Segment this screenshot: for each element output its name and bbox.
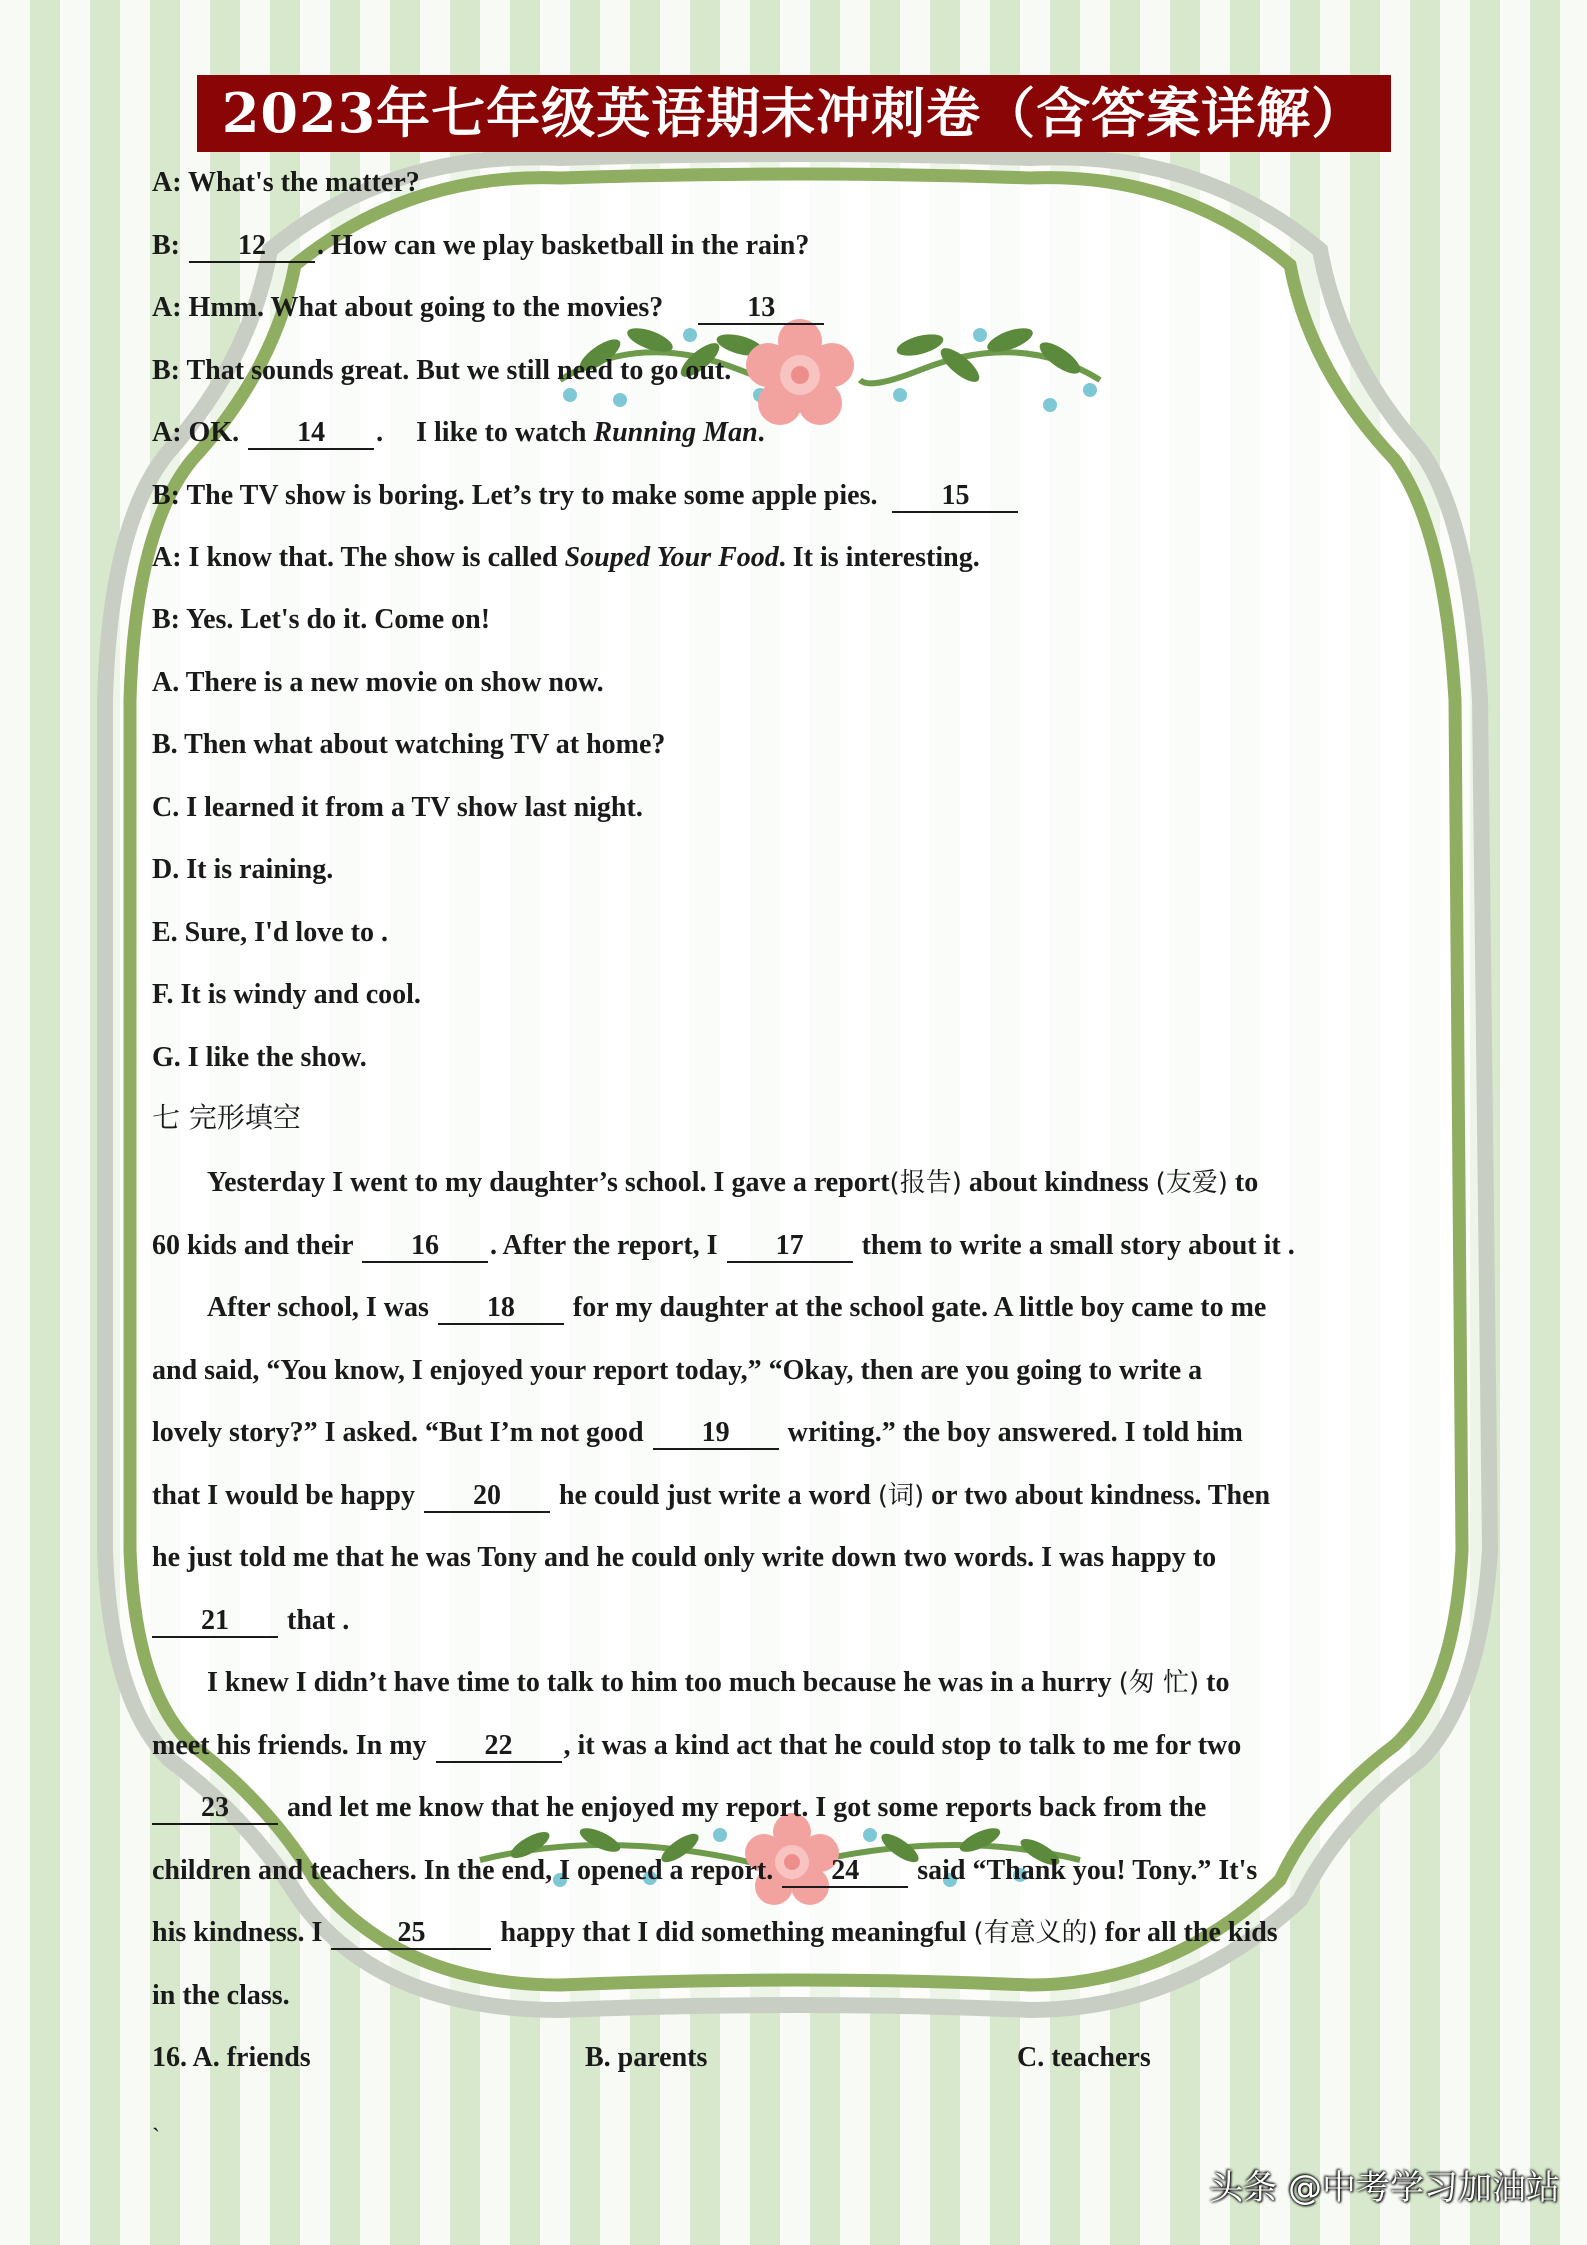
answer-blank-25[interactable]: 25	[331, 1918, 491, 1950]
passage-text: writing.” the boy answered. I told him	[787, 1417, 1243, 1448]
gloss-text: (匆 忙)	[1118, 1668, 1200, 1698]
source-watermark: 头条 @中考学习加油站	[1209, 2168, 1560, 2208]
dialogue-text: That sounds great. But we still need to go out.	[186, 355, 732, 386]
gloss-text: (友爱)	[1155, 1168, 1228, 1198]
passage-text: for my daughter at the school gate. A little boy came to me	[572, 1292, 1267, 1323]
answer-blank-24[interactable]: 24	[782, 1856, 908, 1888]
passage-line	[152, 1728, 1452, 1764]
answer-blank-19[interactable]: 19	[653, 1418, 779, 1450]
passage-line: in the class.	[152, 1980, 290, 2011]
section-heading: 七 完形填空	[152, 1101, 301, 1134]
passage-text: said “Thank you! Tony.” It's	[917, 1855, 1258, 1886]
passage-text: meet his friends. In my	[152, 1730, 427, 1761]
passage-line	[152, 1853, 1452, 1889]
passage-line	[152, 1603, 1452, 1639]
passage-text: and let me know that he enjoyed my report. I got some reports back from the	[287, 1792, 1207, 1823]
dialogue-text: .	[376, 417, 384, 448]
passage-line	[207, 1165, 1507, 1201]
choice-option: E. Sure, I'd love to .	[152, 917, 388, 948]
speaker-label: B:	[152, 355, 180, 386]
dialogue-text: . How can we play basketball in the rain?	[317, 230, 810, 261]
option-text: A. friends	[192, 2042, 311, 2073]
speaker-label: B:	[152, 480, 180, 511]
passage-line	[152, 1415, 1452, 1451]
passage-text: or two about kindness. Then	[924, 1480, 1271, 1511]
dialogue-line	[152, 290, 1452, 326]
dialogue-text: .	[757, 417, 765, 448]
passage-text: about kindness	[961, 1167, 1156, 1198]
speaker-label: A:	[152, 292, 182, 323]
speaker-label: A:	[152, 417, 182, 448]
answer-blank-14[interactable]: 14	[248, 418, 374, 450]
passage-text: 60 kids and their	[152, 1230, 353, 1261]
passage-line	[152, 1790, 1452, 1826]
dialogue-line	[152, 415, 1452, 451]
dialogue-text: Hmm. What about going to the movies?	[188, 292, 664, 323]
passage-line: he just told me that he was Tony and he could only write down two words. I was happy to	[152, 1542, 1217, 1573]
dialogue-line	[152, 165, 1452, 201]
answer-blank-20[interactable]: 20	[424, 1481, 550, 1513]
passage-text: I knew I didn’t have time to talk to him too much because he was in a hurry	[207, 1667, 1119, 1698]
question-16-option-a[interactable]	[152, 2040, 311, 2076]
passage-text: he could just write a word	[558, 1480, 878, 1511]
answer-blank-15[interactable]: 15	[892, 481, 1018, 513]
stray-mark: `	[152, 2125, 160, 2151]
choice-option: B. Then what about watching TV at home?	[152, 729, 666, 760]
passage-text: for all the kids	[1097, 1917, 1278, 1948]
passage-text: . After the report, I	[490, 1230, 718, 1261]
dialogue-text: . It is interesting.	[778, 542, 980, 573]
passage-line	[152, 1478, 1452, 1514]
dialogue-text: OK.	[188, 417, 240, 448]
dialogue-line	[152, 602, 1452, 638]
dialogue-text: Yes. Let's do it. Come on!	[185, 604, 491, 635]
speaker-label: A:	[152, 542, 182, 573]
passage-text: After school, I was	[207, 1292, 429, 1323]
passage-text: his kindness. I	[152, 1917, 323, 1948]
choice-option: A. There is a new movie on show now.	[152, 667, 604, 698]
passage-text: that .	[287, 1605, 350, 1636]
choice-option: G. I like the show.	[152, 1042, 367, 1073]
gloss-text: (词)	[877, 1481, 925, 1511]
passage-text: happy that I did something meaningful	[500, 1917, 974, 1948]
answer-blank-12[interactable]: 12	[189, 231, 315, 263]
question-16-option-c[interactable]: C. teachers	[1017, 2042, 1151, 2073]
passage-text: that I would be happy	[152, 1480, 415, 1511]
show-title: Running Man	[593, 417, 758, 448]
speaker-label: A:	[152, 167, 182, 198]
passage-text: lovely story?” I asked. “But I’m not good	[152, 1417, 644, 1448]
dialogue-text: The TV show is boring. Let’s try to make some apple pies.	[186, 480, 878, 511]
choice-option: F. It is windy and cool.	[152, 979, 421, 1010]
answer-blank-18[interactable]: 18	[438, 1293, 564, 1325]
answer-blank-21[interactable]: 21	[152, 1606, 278, 1638]
speaker-label: B:	[152, 230, 180, 261]
passage-text: to	[1199, 1667, 1230, 1698]
gloss-text: (报告)	[889, 1168, 962, 1198]
choice-option: D. It is raining.	[152, 854, 334, 885]
passage-line: and said, “You know, I enjoyed your report today,” “Okay, then are you going to write a	[152, 1355, 1203, 1386]
passage-text: children and teachers. In the end, I opened a report.	[152, 1855, 774, 1886]
choice-option: C. I learned it from a TV show last night.	[152, 792, 643, 823]
passage-line	[207, 1290, 1507, 1326]
passage-text: them to write a small story about it .	[861, 1230, 1295, 1261]
passage-text: Yesterday I went to my daughter’s school. I gave a report	[207, 1167, 890, 1198]
answer-blank-17[interactable]: 17	[727, 1231, 853, 1263]
passage-text: to	[1227, 1167, 1259, 1198]
question-number: 16.	[152, 2042, 187, 2073]
answer-blank-22[interactable]: 22	[436, 1731, 562, 1763]
gloss-text: (有意义的)	[973, 1918, 1098, 1948]
speaker-label: B:	[152, 604, 180, 635]
dialogue-line	[152, 478, 1452, 514]
passage-text: , it was a kind act that he could stop to talk to me for two	[563, 1730, 1242, 1761]
answer-blank-13[interactable]: 13	[698, 293, 824, 325]
dialogue-text: I like to watch	[416, 417, 587, 448]
dialogue-line	[152, 228, 1452, 264]
dialogue-text: I know that. The show is called	[188, 542, 558, 573]
page-title: 2023年七年级英语期末冲刺卷（含答案详解）	[197, 75, 1391, 152]
show-title: Souped Your Food	[564, 542, 779, 573]
answer-blank-16[interactable]: 16	[362, 1231, 488, 1263]
dialogue-line	[152, 540, 1452, 576]
dialogue-line	[152, 353, 1452, 389]
passage-line	[152, 1228, 1452, 1264]
dialogue-text: What's the matter?	[188, 167, 420, 198]
answer-blank-23[interactable]: 23	[152, 1793, 278, 1825]
passage-line	[207, 1665, 1507, 1701]
passage-line	[152, 1915, 1452, 1951]
question-16-option-b[interactable]: B. parents	[585, 2042, 708, 2073]
